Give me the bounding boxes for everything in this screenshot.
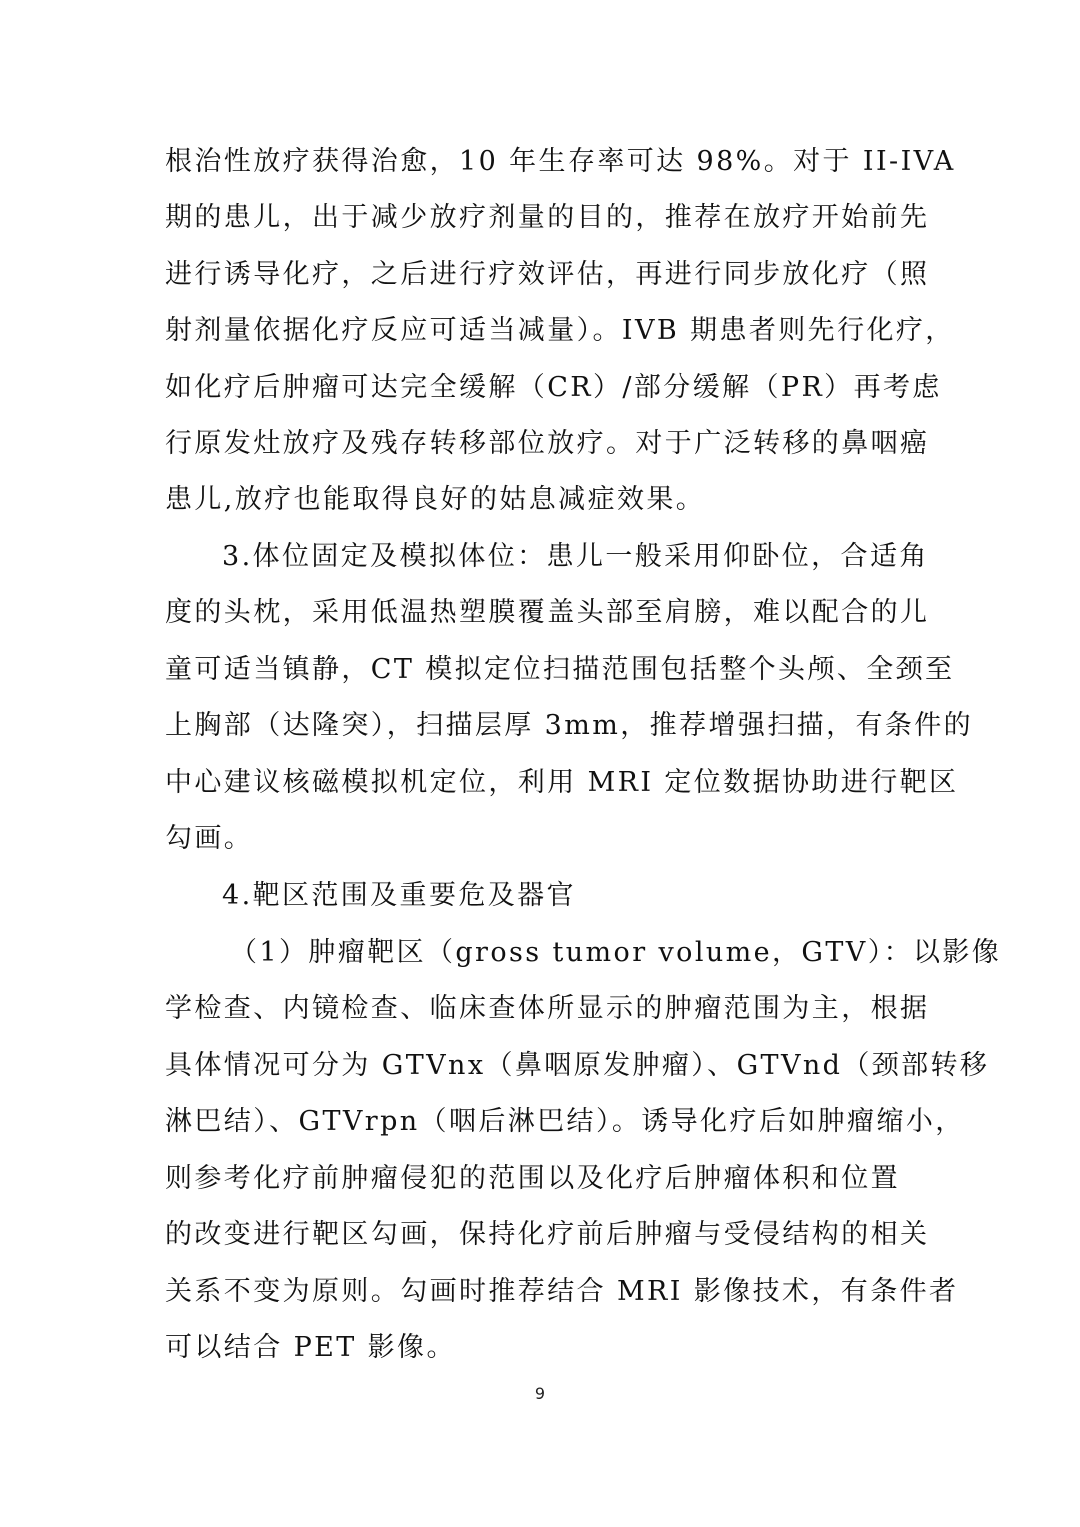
text-line: 则参考化疗前肿瘤侵犯的范围以及化疗后肿瘤体积和位置 <box>165 1163 900 1194</box>
text-line: 具体情况可分为 GTVnx（鼻咽原发肿瘤）、GTVnd（颈部转移 <box>165 1050 990 1081</box>
text-line: 根治性放疗获得治愈，10 年生存率可达 98%。对于 II-IVA <box>165 146 956 177</box>
text-line: 童可适当镇静，CT 模拟定位扫描范围包括整个头颅、全颈至 <box>165 654 955 685</box>
text-line: 度的头枕，采用低温热塑膜覆盖头部至肩膀，难以配合的儿 <box>165 597 930 628</box>
text-line: 射剂量依据化疗反应可适当减量）。IVB 期患者则先行化疗， <box>165 315 955 346</box>
text-line: 关系不变为原则。勾画时推荐结合 MRI 影像技术，有条件者 <box>165 1276 959 1307</box>
page-number: 9 <box>534 1384 546 1403</box>
text-line: 如化疗后肿瘤可达完全缓解（CR）/部分缓解（PR）再考虑 <box>165 372 942 403</box>
text-line: 的改变进行靶区勾画，保持化疗前后肿瘤与受侵结构的相关 <box>165 1219 930 1250</box>
section-heading-4: 4.靶区范围及重要危及器官 <box>222 880 576 911</box>
text-line: 淋巴结）、GTVrpn（咽后淋巴结）。诱导化疗后如肿瘤缩小， <box>165 1106 965 1137</box>
section-heading-3: 3.体位固定及模拟体位：患儿一般采用仰卧位，合适角 <box>222 541 929 572</box>
text-line: 患儿,放疗也能取得良好的姑息减症效果。 <box>165 484 706 515</box>
text-line: 行原发灶放疗及残存转移部位放疗。对于广泛转移的鼻咽癌 <box>165 428 930 459</box>
subsection-heading-1: （1）肿瘤靶区（gross tumor volume，GTV）：以影像 <box>230 937 1002 968</box>
text-line: 期的患儿，出于减少放疗剂量的目的，推荐在放疗开始前先 <box>165 202 930 233</box>
text-line: 勾画。 <box>165 823 254 854</box>
text-line: 中心建议核磁模拟机定位，利用 MRI 定位数据协助进行靶区 <box>165 767 959 798</box>
text-line: 上胸部（达隆突），扫描层厚 3mm，推荐增强扫描，有条件的 <box>165 710 974 741</box>
text-line: 可以结合 PET 影像。 <box>165 1332 456 1363</box>
text-line: 学检查、内镜检查、临床查体所显示的肿瘤范围为主，根据 <box>165 993 930 1024</box>
text-line: 进行诱导化疗，之后进行疗效评估，再进行同步放化疗（照 <box>165 259 930 290</box>
